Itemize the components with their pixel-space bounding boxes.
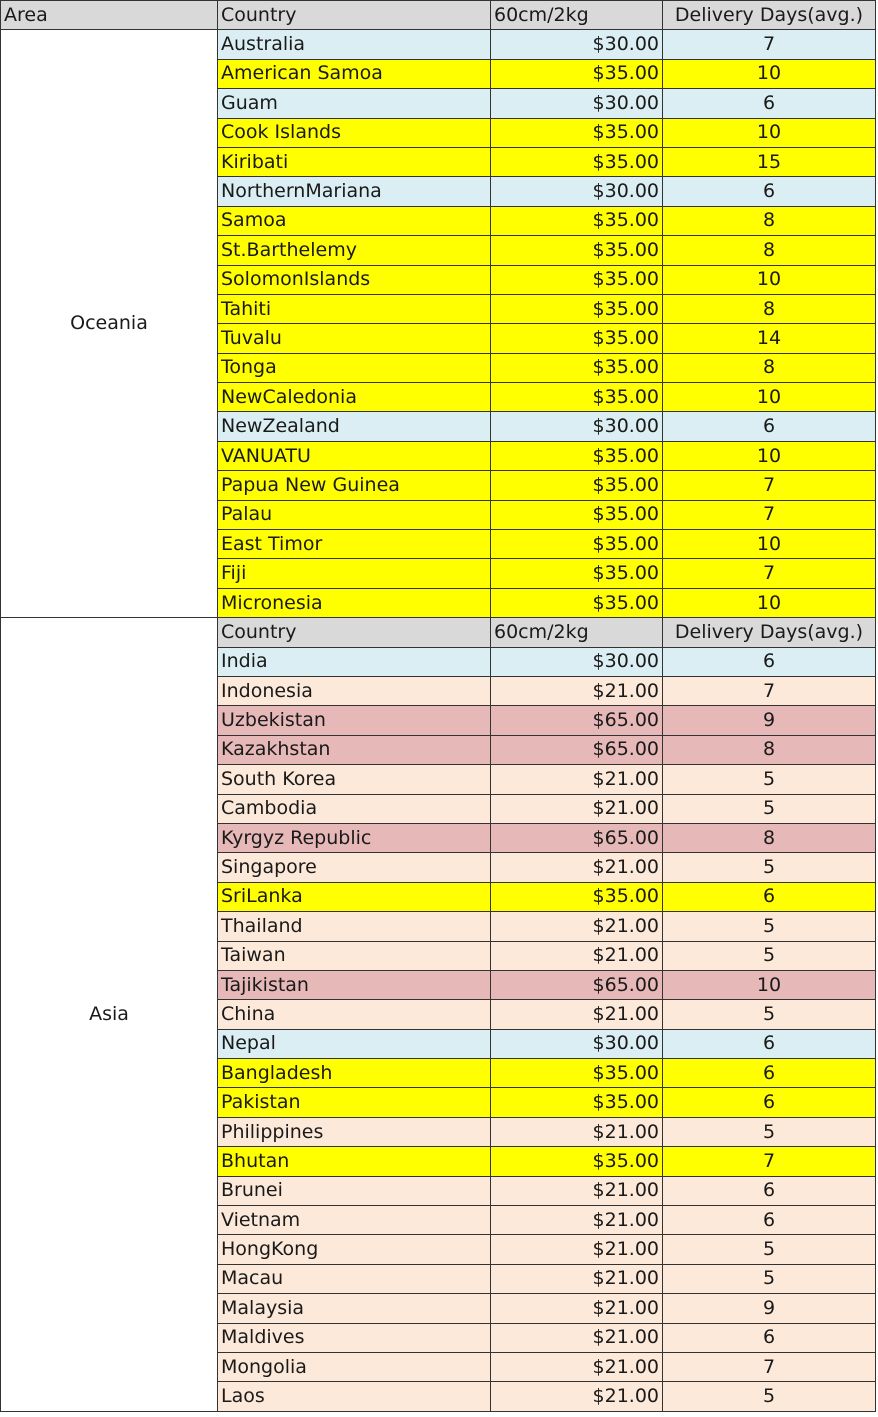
delivery-days-cell[interactable]: 8 [663, 353, 876, 382]
price-cell[interactable]: $35.00 [491, 147, 663, 176]
country-cell[interactable]: Bhutan [218, 1147, 491, 1176]
price-cell[interactable]: $35.00 [491, 294, 663, 323]
price-cell[interactable]: $35.00 [491, 1147, 663, 1176]
country-cell[interactable]: Philippines [218, 1117, 491, 1146]
price-cell[interactable]: $21.00 [491, 1382, 663, 1411]
delivery-days-cell[interactable]: 8 [663, 206, 876, 235]
price-cell[interactable]: $21.00 [491, 1352, 663, 1381]
price-cell[interactable]: $21.00 [491, 1235, 663, 1264]
price-cell[interactable]: $35.00 [491, 471, 663, 500]
price-cell[interactable]: $21.00 [491, 1264, 663, 1293]
country-cell[interactable]: SriLanka [218, 882, 491, 911]
price-cell[interactable]: $30.00 [491, 647, 663, 676]
country-cell[interactable]: Uzbekistan [218, 706, 491, 735]
delivery-days-cell[interactable]: 6 [663, 1029, 876, 1058]
delivery-days-cell[interactable]: 8 [663, 294, 876, 323]
delivery-days-cell[interactable]: 10 [663, 530, 876, 559]
delivery-days-cell[interactable]: 10 [663, 383, 876, 412]
country-cell[interactable]: Palau [218, 500, 491, 529]
country-cell[interactable]: Mongolia [218, 1352, 491, 1381]
country-cell[interactable]: Tahiti [218, 294, 491, 323]
delivery-days-cell[interactable]: 9 [663, 706, 876, 735]
price-cell[interactable]: $35.00 [491, 500, 663, 529]
country-cell[interactable]: NewZealand [218, 412, 491, 441]
country-cell[interactable]: Australia [218, 30, 491, 59]
delivery-days-cell[interactable]: 6 [663, 1088, 876, 1117]
country-cell[interactable]: India [218, 647, 491, 676]
days-column-header[interactable]: Delivery Days(avg.) [663, 618, 876, 647]
country-column-header[interactable]: Country [218, 618, 491, 647]
country-cell[interactable]: Maldives [218, 1323, 491, 1352]
country-cell[interactable]: Brunei [218, 1176, 491, 1205]
country-cell[interactable]: Pakistan [218, 1088, 491, 1117]
delivery-days-cell[interactable]: 7 [663, 559, 876, 588]
delivery-days-cell[interactable]: 9 [663, 1294, 876, 1323]
table-row [1, 30, 876, 59]
delivery-days-cell[interactable]: 5 [663, 1117, 876, 1146]
delivery-days-cell[interactable]: 5 [663, 1000, 876, 1029]
country-column-header[interactable]: Country [218, 1, 491, 30]
price-cell[interactable]: $35.00 [491, 588, 663, 617]
country-cell[interactable]: SolomonIslands [218, 265, 491, 294]
price-cell[interactable]: $35.00 [491, 118, 663, 147]
delivery-days-cell[interactable]: 5 [663, 1235, 876, 1264]
country-cell[interactable]: Taiwan [218, 941, 491, 970]
country-cell[interactable]: Nepal [218, 1029, 491, 1058]
price-cell[interactable]: $35.00 [491, 206, 663, 235]
delivery-days-cell[interactable]: 14 [663, 324, 876, 353]
price-cell[interactable]: $30.00 [491, 412, 663, 441]
group-header-row [1, 618, 876, 647]
area-column-header[interactable]: Area [1, 1, 218, 30]
country-cell[interactable]: Kazakhstan [218, 735, 491, 764]
country-cell[interactable]: Cook Islands [218, 118, 491, 147]
country-cell[interactable]: Guam [218, 89, 491, 118]
price-cell[interactable]: $30.00 [491, 30, 663, 59]
delivery-days-cell[interactable]: 10 [663, 59, 876, 88]
price-cell[interactable]: $65.00 [491, 706, 663, 735]
price-cell[interactable]: $21.00 [491, 1176, 663, 1205]
country-cell[interactable]: Cambodia [218, 794, 491, 823]
delivery-days-cell[interactable]: 7 [663, 500, 876, 529]
price-cell[interactable]: $35.00 [491, 353, 663, 382]
country-cell[interactable]: HongKong [218, 1235, 491, 1264]
country-cell[interactable]: East Timor [218, 530, 491, 559]
delivery-days-cell[interactable]: 6 [663, 1176, 876, 1205]
delivery-days-cell[interactable]: 6 [663, 177, 876, 206]
delivery-days-cell[interactable]: 6 [663, 1206, 876, 1235]
delivery-days-cell[interactable]: 5 [663, 1382, 876, 1411]
delivery-days-cell[interactable]: 7 [663, 471, 876, 500]
country-cell[interactable]: Singapore [218, 853, 491, 882]
country-cell[interactable]: Tuvalu [218, 324, 491, 353]
country-cell[interactable]: China [218, 1000, 491, 1029]
country-cell[interactable]: Samoa [218, 206, 491, 235]
delivery-days-cell[interactable]: 5 [663, 941, 876, 970]
price-cell[interactable]: $21.00 [491, 1294, 663, 1323]
header-row [1, 1, 876, 30]
price-cell[interactable]: $30.00 [491, 1029, 663, 1058]
country-cell[interactable]: Bangladesh [218, 1059, 491, 1088]
price-cell[interactable]: $35.00 [491, 265, 663, 294]
country-cell[interactable]: St.Barthelemy [218, 236, 491, 265]
delivery-days-cell[interactable]: 8 [663, 236, 876, 265]
price-cell[interactable]: $35.00 [491, 59, 663, 88]
delivery-days-cell[interactable]: 10 [663, 265, 876, 294]
days-column-header[interactable]: Delivery Days(avg.) [663, 1, 876, 30]
delivery-days-cell[interactable]: 10 [663, 118, 876, 147]
country-cell[interactable]: VANUATU [218, 441, 491, 470]
price-column-header[interactable]: 60cm/2kg [491, 618, 663, 647]
price-cell[interactable]: $21.00 [491, 794, 663, 823]
delivery-days-cell[interactable]: 10 [663, 588, 876, 617]
delivery-days-cell[interactable]: 6 [663, 1059, 876, 1088]
delivery-days-cell[interactable]: 5 [663, 912, 876, 941]
country-cell[interactable]: Papua New Guinea [218, 471, 491, 500]
price-cell[interactable]: $35.00 [491, 383, 663, 412]
country-cell[interactable]: Indonesia [218, 676, 491, 705]
country-cell[interactable]: Fiji [218, 559, 491, 588]
country-cell[interactable]: Laos [218, 1382, 491, 1411]
price-cell[interactable]: $35.00 [491, 530, 663, 559]
price-cell[interactable]: $21.00 [491, 1206, 663, 1235]
country-cell[interactable]: Thailand [218, 912, 491, 941]
price-cell[interactable]: $21.00 [491, 676, 663, 705]
delivery-days-cell[interactable]: 6 [663, 412, 876, 441]
country-cell[interactable]: Vietnam [218, 1206, 491, 1235]
price-cell[interactable]: $21.00 [491, 941, 663, 970]
delivery-days-cell[interactable]: 10 [663, 441, 876, 470]
price-cell[interactable]: $35.00 [491, 1088, 663, 1117]
delivery-days-cell[interactable]: 6 [663, 882, 876, 911]
country-cell[interactable]: South Korea [218, 765, 491, 794]
delivery-days-cell[interactable]: 7 [663, 30, 876, 59]
country-cell[interactable]: Kyrgyz Republic [218, 823, 491, 852]
delivery-days-cell[interactable]: 6 [663, 647, 876, 676]
country-cell[interactable]: Tajikistan [218, 970, 491, 999]
delivery-days-cell[interactable]: 5 [663, 765, 876, 794]
country-cell[interactable]: NorthernMariana [218, 177, 491, 206]
country-cell[interactable]: Tonga [218, 353, 491, 382]
country-cell[interactable]: Micronesia [218, 588, 491, 617]
delivery-days-cell[interactable]: 15 [663, 147, 876, 176]
price-cell[interactable]: $21.00 [491, 1117, 663, 1146]
price-cell[interactable]: $21.00 [491, 1000, 663, 1029]
price-cell[interactable]: $30.00 [491, 89, 663, 118]
price-cell[interactable]: $65.00 [491, 735, 663, 764]
price-cell[interactable]: $30.00 [491, 177, 663, 206]
delivery-days-cell[interactable]: 7 [663, 1147, 876, 1176]
delivery-days-cell[interactable]: 7 [663, 676, 876, 705]
area-cell[interactable]: Asia [1, 618, 218, 1412]
price-cell[interactable]: $21.00 [491, 853, 663, 882]
delivery-days-cell[interactable]: 5 [663, 794, 876, 823]
delivery-days-cell[interactable]: 5 [663, 1264, 876, 1293]
country-cell[interactable]: Macau [218, 1264, 491, 1293]
price-cell[interactable]: $21.00 [491, 912, 663, 941]
delivery-days-cell[interactable]: 5 [663, 853, 876, 882]
price-column-header[interactable]: 60cm/2kg [491, 1, 663, 30]
delivery-days-cell[interactable]: 10 [663, 970, 876, 999]
delivery-days-cell[interactable]: 8 [663, 735, 876, 764]
price-cell[interactable]: $35.00 [491, 236, 663, 265]
delivery-days-cell[interactable]: 7 [663, 1352, 876, 1381]
price-cell[interactable]: $35.00 [491, 324, 663, 353]
price-cell[interactable]: $65.00 [491, 970, 663, 999]
table-body [1, 1, 876, 1412]
price-cell[interactable]: $35.00 [491, 1059, 663, 1088]
country-cell[interactable]: American Samoa [218, 59, 491, 88]
price-cell[interactable]: $35.00 [491, 441, 663, 470]
country-cell[interactable]: Malaysia [218, 1294, 491, 1323]
delivery-days-cell[interactable]: 6 [663, 1323, 876, 1352]
country-cell[interactable]: NewCaledonia [218, 383, 491, 412]
price-cell[interactable]: $21.00 [491, 1323, 663, 1352]
country-cell[interactable]: Kiribati [218, 147, 491, 176]
price-cell[interactable]: $35.00 [491, 882, 663, 911]
price-cell[interactable]: $21.00 [491, 765, 663, 794]
delivery-days-cell[interactable]: 8 [663, 823, 876, 852]
price-cell[interactable]: $35.00 [491, 559, 663, 588]
delivery-days-cell[interactable]: 6 [663, 89, 876, 118]
area-cell[interactable]: Oceania [1, 30, 218, 618]
price-cell[interactable]: $65.00 [491, 823, 663, 852]
